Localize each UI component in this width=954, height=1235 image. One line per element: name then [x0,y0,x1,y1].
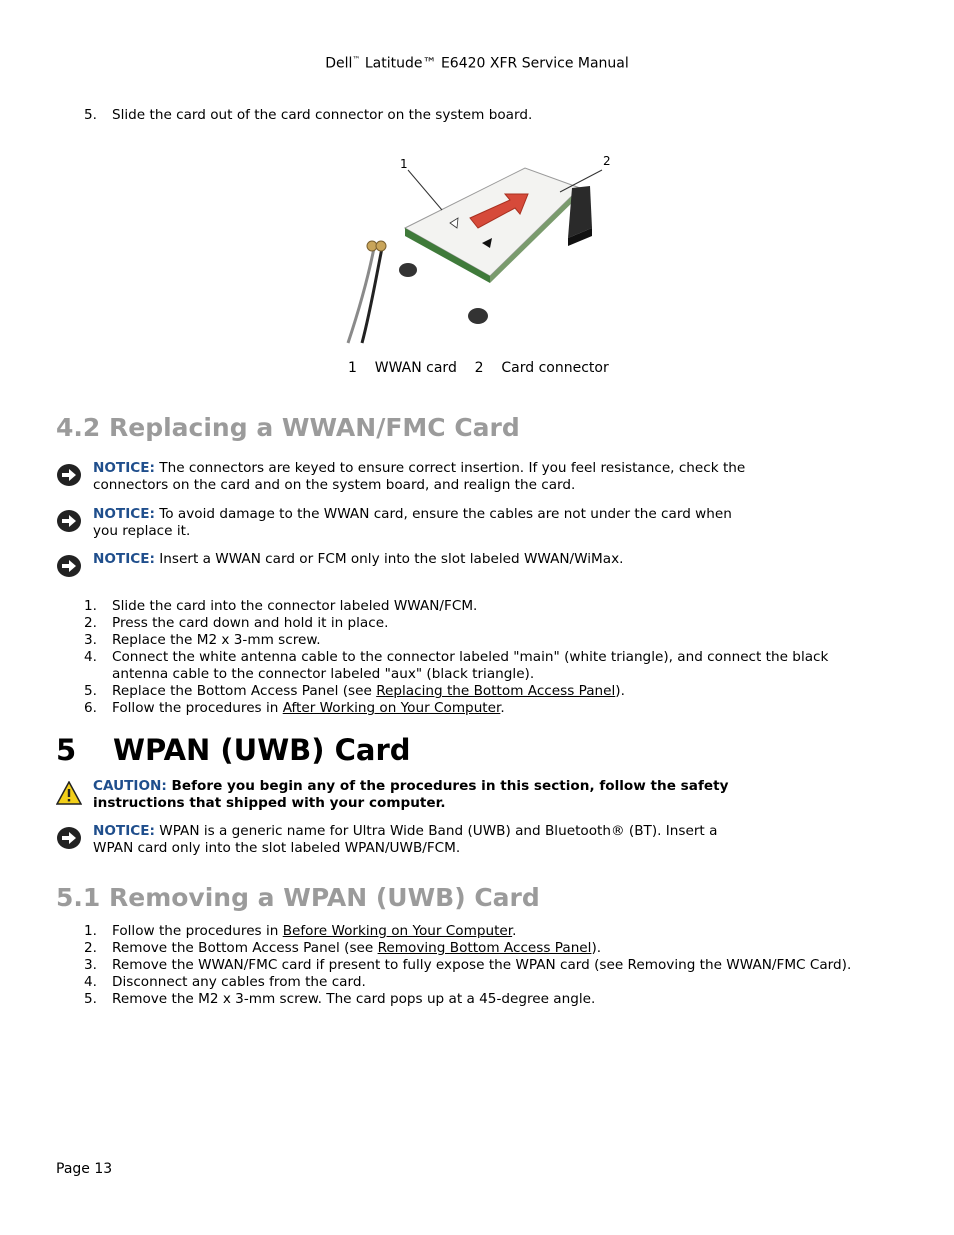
wpan-removal-steps [56,923,936,1008]
caution-block: CAUTION: Before you begin any of the procedures in this section, follow the safety instructions that shipped with your computer. [56,778,836,814]
list-item: 2. Remove the Bottom Access Panel (see Removing Bottom Access Panel). [84,940,602,956]
section-heading-5: 5 WPAN (UWB) Card [56,733,411,767]
figure-legend: 1 WWAN card 2 Card connector [348,360,609,376]
card-body [405,168,580,276]
notice-arrow-icon [56,463,82,487]
page-header [0,55,954,72]
list-item: 1. Slide the card into the connector labeled WWAN/FCM. [84,598,478,614]
removal-steps-continued [56,107,906,124]
notice-arrow-icon [56,554,82,578]
notice-arrow-icon [56,509,82,533]
replacement-steps [56,598,906,717]
list-item: 2. Press the card down and hold it in place. [84,615,389,631]
list-item: 6. Follow the procedures in After Working on Your Computer. [84,700,505,716]
notice-arrow-icon [56,826,82,850]
section-heading-4-2: 4.2 Replacing a WWAN/FMC Card [56,413,520,442]
link-replacing-bottom-access-panel[interactable]: Replacing the Bottom Access Panel [376,683,616,699]
notice-block: NOTICE: Insert a WWAN card or FCM only into the slot labeled WWAN/WiMax. [56,551,836,577]
list-item: 3. Remove the WWAN/FMC card if present to fully expose the WPAN card (see Removing the WWAN/FMC Card). [84,957,852,973]
notice-block: NOTICE: WPAN is a generic name for Ultra Wide Band (UWB) and Bluetooth® (BT). Insert a WPAN card only into the slot labeled WPAN/UWB/FCM. [56,823,836,859]
standoff-icon [399,263,417,277]
link-after-working-on-your-computer[interactable]: After Working on Your Computer [282,700,501,716]
page-number: Page 13 [56,1161,113,1177]
list-item: 5. Slide the card out of the card connector on the system board. [84,107,533,123]
notice-block: NOTICE: The connectors are keyed to ensure correct insertion. If you feel resistance, check the connectors on the card and on the system board, and realign the card. [56,460,836,496]
wwan-card-illustration [340,148,620,348]
list-item: 1. Follow the procedures in Before Working on Your Computer. [84,923,517,939]
header-title-pre: Dell [325,55,353,72]
link-removing-bottom-access-panel[interactable]: Removing Bottom Access Panel [377,940,592,956]
list-item: 5. Replace the Bottom Access Panel (see Replacing the Bottom Access Panel). [84,683,625,699]
header-title-post: Latitude™ E6420 XFR Service Manual [360,55,629,72]
caution-triangle-icon [56,781,82,805]
section-heading-5-1: 5.1 Removing a WPAN (UWB) Card [56,883,540,912]
standoff-icon [468,308,488,324]
callout-1: 1 [400,157,408,171]
link-before-working-on-your-computer[interactable]: Before Working on Your Computer [282,923,513,939]
antenna-cable-white [348,248,374,343]
header-tm: ™ [352,55,361,64]
notice-block: NOTICE: To avoid damage to the WWAN card, ensure the cables are not under the card when you replace it. [56,506,836,542]
list-item: 3. Replace the M2 x 3-mm screw. [84,632,321,648]
list-item: 4. Connect the white antenna cable to the connector labeled "main" (white triangle), and connect the black antenna cable to the connector labeled "aux" (black triangle). [84,649,829,682]
antenna-plug-icon [376,241,386,251]
list-item: 4. Disconnect any cables from the card. [84,974,366,990]
list-item: 5. Remove the M2 x 3-mm screw. The card pops up at a 45-degree angle. [84,991,596,1007]
callout-2: 2 [603,154,611,168]
